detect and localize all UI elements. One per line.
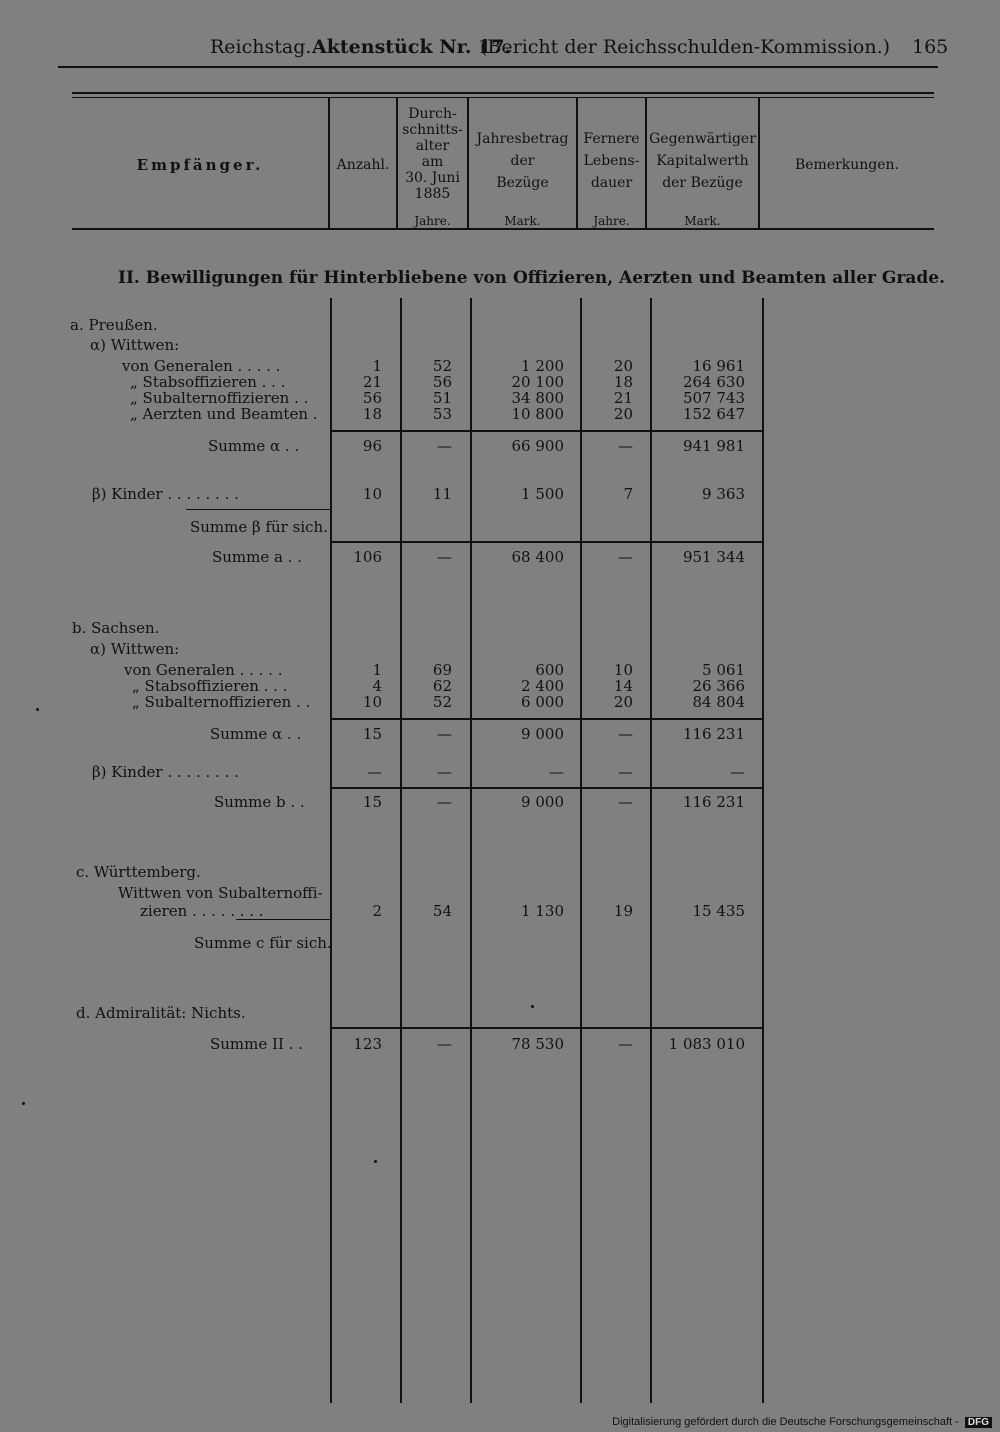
sum-rule-b-alpha bbox=[332, 718, 762, 720]
cell-annual: 1 130 bbox=[521, 902, 564, 920]
cell-capital: 264 630 bbox=[682, 373, 745, 391]
row-label: d. Admiralität: Nichts. bbox=[76, 1004, 246, 1022]
col-head-remarks: Bemerkungen. bbox=[794, 157, 900, 173]
cell-annual: 1 200 bbox=[521, 357, 564, 375]
row-label: α) Wittwen: bbox=[90, 336, 180, 354]
row-label: α) Wittwen: bbox=[90, 640, 180, 658]
cell-annual: — bbox=[549, 763, 564, 781]
row-label: b. Sachsen. bbox=[72, 619, 160, 637]
cell-age: 56 bbox=[432, 373, 452, 391]
row-label: a. Preußen. bbox=[70, 316, 158, 334]
cell-life: 20 bbox=[613, 693, 633, 711]
cell-capital: 116 231 bbox=[682, 793, 745, 811]
cell-annual: 600 bbox=[535, 661, 564, 679]
cell-count: 4 bbox=[372, 677, 382, 695]
body-col-divider-4 bbox=[580, 298, 582, 1403]
sum-rule-a bbox=[332, 541, 762, 543]
row-label: „ Subalternoffizieren . . bbox=[132, 693, 311, 711]
cell-capital: 5 061 bbox=[702, 661, 745, 679]
cell-life: — bbox=[618, 725, 633, 743]
cell-annual: 9 000 bbox=[521, 793, 564, 811]
row-label: zieren . . . . . . . . bbox=[140, 902, 264, 920]
row-label: von Generalen . . . . . bbox=[124, 661, 283, 679]
cell-count: 21 bbox=[362, 373, 382, 391]
cell-age: — bbox=[437, 437, 452, 455]
scan-speck bbox=[22, 1102, 25, 1105]
cell-life: 14 bbox=[613, 677, 633, 695]
running-head-note: (Bericht der Reichsschulden-Kommission.) bbox=[480, 36, 891, 58]
cell-life: — bbox=[618, 763, 633, 781]
body-col-divider-1 bbox=[330, 298, 332, 1403]
cell-capital: — bbox=[730, 763, 745, 781]
cell-life: 10 bbox=[613, 661, 633, 679]
table-top-rule-2 bbox=[72, 97, 934, 98]
col-head-capital: Gegenwärtiger Kapitalwerth der Bezüge bbox=[649, 131, 756, 191]
cell-capital: 116 231 bbox=[682, 725, 745, 743]
cell-count: 10 bbox=[362, 693, 382, 711]
col-unit-avg-age: Jahre. bbox=[414, 214, 451, 228]
cell-life: — bbox=[618, 437, 633, 455]
cell-count: 123 bbox=[353, 1035, 382, 1053]
cell-life: 21 bbox=[613, 389, 633, 407]
cell-count: — bbox=[367, 763, 382, 781]
cell-capital: 152 647 bbox=[682, 405, 745, 423]
row-label: β) Kinder . . . . . . . . bbox=[92, 763, 239, 781]
cell-life: 7 bbox=[623, 485, 633, 503]
cell-capital: 16 961 bbox=[692, 357, 745, 375]
col-unit-annual: Mark. bbox=[504, 214, 541, 228]
cell-age: 51 bbox=[432, 389, 452, 407]
row-label: β) Kinder . . . . . . . . bbox=[92, 485, 239, 503]
cell-age: 52 bbox=[432, 693, 452, 711]
cell-count: 96 bbox=[362, 437, 382, 455]
cell-annual: 9 000 bbox=[521, 725, 564, 743]
sum-rule-a-alpha bbox=[332, 430, 762, 432]
col-head-count: Anzahl. bbox=[336, 157, 390, 173]
cell-age: 69 bbox=[432, 661, 452, 679]
cell-count: 15 bbox=[362, 725, 382, 743]
cell-annual: 68 400 bbox=[511, 548, 564, 566]
col-unit-capital: Mark. bbox=[684, 214, 721, 228]
body-col-divider-3 bbox=[470, 298, 472, 1403]
body-col-divider-2 bbox=[400, 298, 402, 1403]
cell-life: 18 bbox=[613, 373, 633, 391]
cell-annual: 10 800 bbox=[511, 405, 564, 423]
cell-life: — bbox=[618, 1035, 633, 1053]
cell-life: — bbox=[618, 793, 633, 811]
row-label: Summe a . . bbox=[212, 548, 303, 566]
digitization-credit-text: Digitalisierung gefördert durch die Deutsche Forschungsgemeinschaft - bbox=[612, 1416, 959, 1428]
cell-count: 15 bbox=[362, 793, 382, 811]
cell-annual: 6 000 bbox=[521, 693, 564, 711]
cell-capital: 84 804 bbox=[692, 693, 745, 711]
scan-speck bbox=[36, 708, 39, 711]
row-label: „ Subalternoffizieren . . bbox=[130, 389, 309, 407]
table-header-bottom-rule bbox=[72, 228, 934, 230]
body-col-divider-6 bbox=[762, 298, 764, 1403]
cell-annual: 78 530 bbox=[511, 1035, 564, 1053]
row-label: Summe b . . bbox=[214, 793, 305, 811]
cell-count: 18 bbox=[362, 405, 382, 423]
row-label: „ Stabsoffizieren . . . bbox=[132, 677, 288, 695]
cell-capital: 26 366 bbox=[692, 677, 745, 695]
cell-annual: 66 900 bbox=[511, 437, 564, 455]
cell-count: 106 bbox=[353, 548, 382, 566]
row-label: c. Württemberg. bbox=[76, 863, 201, 881]
row-label: Summe β für sich. bbox=[190, 518, 328, 536]
row-label: Wittwen von Subalternoffi- bbox=[118, 884, 323, 902]
row-label: von Generalen . . . . . bbox=[122, 357, 281, 375]
row-label: „ Aerzten und Beamten . bbox=[130, 405, 318, 423]
col-head-life: Fernere Lebens- dauer bbox=[583, 131, 640, 191]
dfg-logo: DFG bbox=[965, 1417, 992, 1428]
cell-count: 1 bbox=[372, 661, 382, 679]
sum-rule-total bbox=[332, 1027, 762, 1029]
row-label: Summe α . . bbox=[208, 437, 300, 455]
cell-count: 2 bbox=[372, 902, 382, 920]
page-number: 165 bbox=[912, 36, 949, 58]
cell-age: — bbox=[437, 763, 452, 781]
cell-age: 53 bbox=[432, 405, 452, 423]
col-head-recipient: Empfänger. bbox=[136, 156, 264, 174]
cell-life: 19 bbox=[613, 902, 633, 920]
running-head-doc: Aktenstück Nr. 17. bbox=[312, 36, 512, 58]
row-label: Summe c für sich. bbox=[194, 934, 332, 952]
cell-age: 52 bbox=[432, 357, 452, 375]
scan-speck bbox=[531, 1005, 534, 1008]
col-head-avg-age: Durch- schnitts- alter am 30. Juni 1885 bbox=[402, 106, 463, 202]
cell-life: 20 bbox=[613, 405, 633, 423]
cell-count: 56 bbox=[362, 389, 382, 407]
scan-speck bbox=[374, 1160, 377, 1163]
cell-age: 62 bbox=[432, 677, 452, 695]
row-label: „ Stabsoffizieren . . . bbox=[130, 373, 286, 391]
cell-life: — bbox=[618, 548, 633, 566]
cell-capital: 941 981 bbox=[682, 437, 745, 455]
cell-capital: 951 344 bbox=[682, 548, 745, 566]
cell-age: — bbox=[437, 548, 452, 566]
cell-count: 1 bbox=[372, 357, 382, 375]
row-label: Summe II . . bbox=[210, 1035, 303, 1053]
cell-capital: 1 083 010 bbox=[668, 1035, 745, 1053]
cell-annual: 20 100 bbox=[511, 373, 564, 391]
body-col-divider-5 bbox=[650, 298, 652, 1403]
cell-annual: 2 400 bbox=[521, 677, 564, 695]
cell-capital: 9 363 bbox=[702, 485, 745, 503]
cell-age: — bbox=[437, 725, 452, 743]
cell-age: — bbox=[437, 1035, 452, 1053]
cell-life: 20 bbox=[613, 357, 633, 375]
section-title: II. Bewilligungen für Hinterbliebene von Offizieren, Aerzten und Beamten aller Grade. bbox=[118, 268, 946, 288]
cell-age: — bbox=[437, 793, 452, 811]
cell-count: 10 bbox=[362, 485, 382, 503]
sum-rule-a-beta bbox=[186, 509, 330, 510]
digitization-credit bbox=[612, 1416, 992, 1428]
cell-age: 11 bbox=[432, 485, 452, 503]
cell-annual: 34 800 bbox=[511, 389, 564, 407]
row-label: Summe α . . bbox=[210, 725, 302, 743]
running-head-left: Reichstag. bbox=[210, 36, 312, 58]
head-rule bbox=[58, 66, 938, 68]
sum-rule-b bbox=[332, 787, 762, 789]
table-top-rule bbox=[72, 92, 934, 94]
cell-capital: 15 435 bbox=[692, 902, 745, 920]
cell-age: 54 bbox=[432, 902, 452, 920]
cell-annual: 1 500 bbox=[521, 485, 564, 503]
col-head-annual: Jahresbetrag der Bezüge bbox=[476, 131, 569, 191]
cell-capital: 507 743 bbox=[682, 389, 745, 407]
col-unit-life: Jahre. bbox=[593, 214, 630, 228]
